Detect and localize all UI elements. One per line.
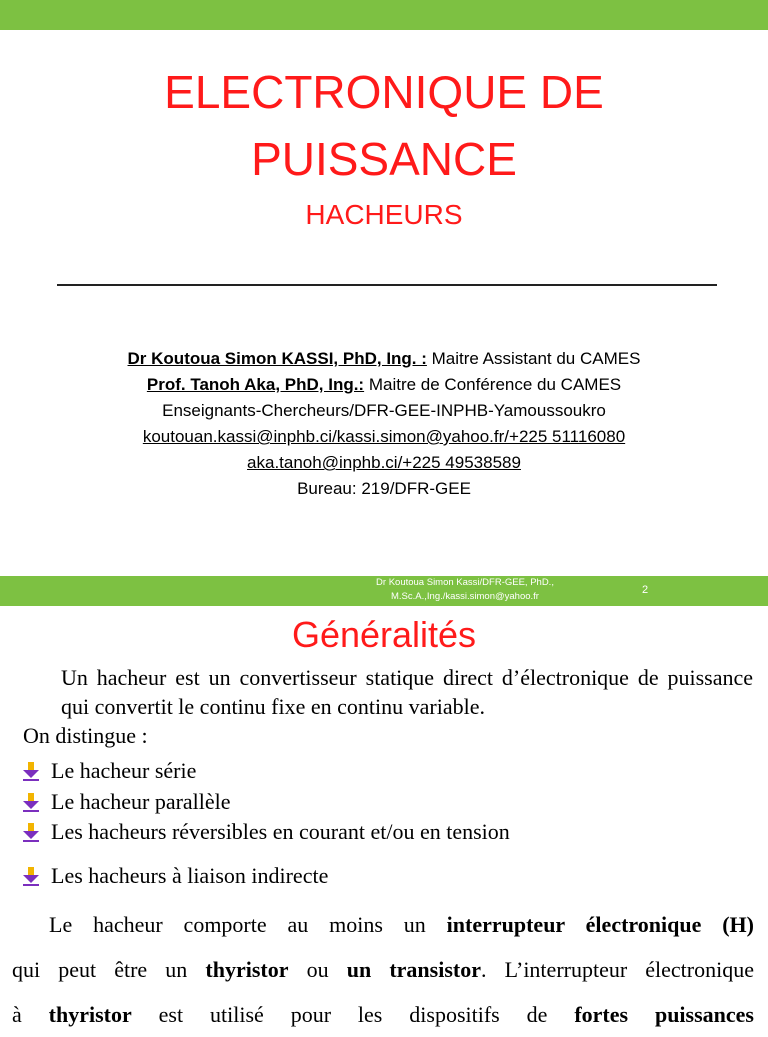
desc-text: est utilisé pour les dispositifs de [131,1002,575,1027]
bullet-text: Le hacheur parallèle [51,789,231,814]
bureau: Bureau: 219/DFR-GEE [297,479,471,498]
slide-footer-bar [0,576,768,606]
bullet-text: Le hacheur série [51,758,197,783]
bullet-text: Les hacheurs réversibles en courant et/ou en tension [51,819,510,844]
down-arrow-bullet-icon [22,866,40,886]
distingue-text: On distingue : [23,723,148,748]
footer-credit-line1: Dr Koutoua Simon Kassi/DFR-GEE, PhD., [376,577,554,588]
desc-bold-thyristor: thyristor [48,1002,132,1027]
desc-bold-fortes-puissances: fortes puissances [574,1002,754,1027]
author2-line [0,372,768,398]
page-number: 2 [642,584,649,596]
author-block [0,346,768,502]
footer-credit [330,576,600,604]
down-arrow-bullet-icon [22,761,40,781]
author1-line [0,346,768,372]
desc-text: . L’interrupteur électronique [480,957,755,982]
down-arrow-bullet-icon [22,792,40,812]
bullet-item [22,818,510,846]
affiliation: Enseignants-Chercheurs/DFR-GEE-INPHB-Yamoussoukro [162,401,606,420]
author1-role: Maitre Assistant du CAMES [426,349,641,368]
desc-text: ou [288,957,347,982]
bullet-item [22,757,196,785]
desc-text: à [12,1002,49,1027]
intro-text: Un hacheur est un convertisseur statique direct d’électronique de puissance qui convertit le continu fixe en continu variable. [61,665,753,719]
desc-line3 [12,992,754,1037]
slide-subtitle: HACHEURS [305,199,463,230]
footer-credit-line2: M.Sc.A.,Ing./kassi.simon@yahoo.fr [391,591,539,602]
bullet-text: Les hacheurs à liaison indirecte [51,863,329,888]
slide-title-line1: ELECTRONIQUE DE [164,66,604,118]
section-heading: Généralités [291,614,477,655]
desc-line1 [12,902,754,947]
desc-bold-thyristor: thyristor [205,957,289,982]
contact-link-1[interactable]: koutouan.kassi@inphb.ci/kassi.simon@yahoo.fr/+225 51116080 [142,427,626,446]
author2-name: Prof. Tanoh Aka, PhD, Ing.: [146,375,365,394]
author2-role: Maitre de Conférence du CAMES [364,375,622,394]
desc-bold-transistor: un transistor [346,957,481,982]
author1-name: Dr Koutoua Simon KASSI, PhD, Ing. : [127,349,427,368]
desc-line2 [12,947,754,992]
desc-text: Le hacheur comporte au moins un [49,912,447,937]
top-accent-bar [0,0,768,30]
down-arrow-bullet-icon [22,822,40,842]
contact-link-2[interactable]: aka.tanoh@inphb.ci/+225 49538589 [247,453,521,472]
title-divider [57,284,717,286]
slide-title-line2: PUISSANCE [251,133,517,185]
desc-text: qui peut être un [12,957,206,982]
intro-paragraph [23,663,753,750]
hacheur-description [12,902,754,1037]
bullet-item [22,862,328,890]
bullet-item [22,788,231,816]
desc-bold-interrupteur: interrupteur électronique (H) [446,912,754,937]
